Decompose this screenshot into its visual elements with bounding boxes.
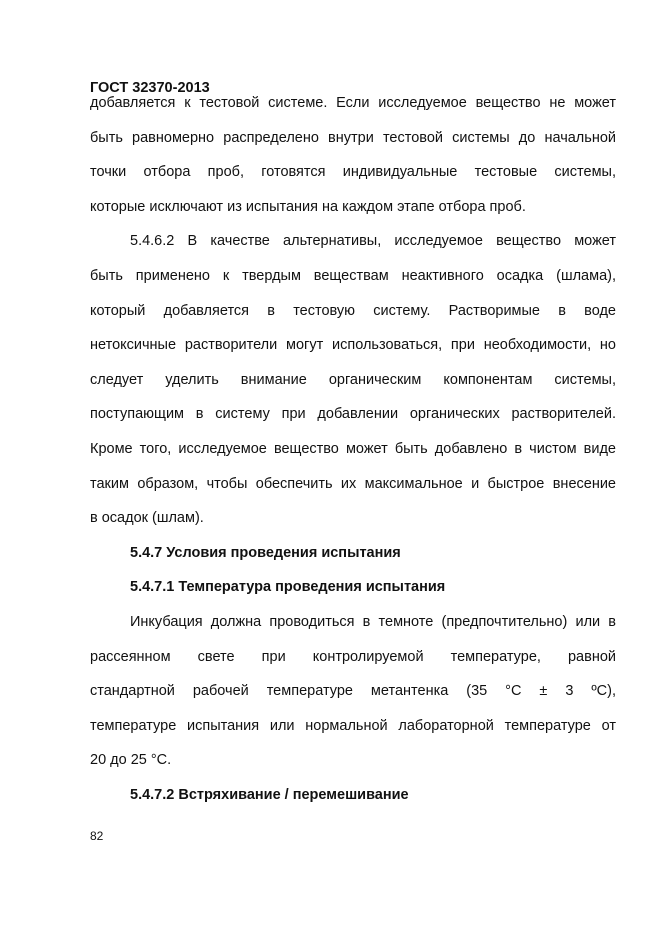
text-line: Кроме того, исследуемое вещество может быть добавлено в чистом виде — [90, 440, 616, 457]
text-line: быть применено к твердым веществам неактивного осадка (шлама), — [90, 267, 616, 284]
section-heading-5-4-7: 5.4.7 Условия проведения испытания — [130, 544, 401, 561]
text-line: быть равномерно распределено внутри тестовой системы до начальной — [90, 129, 616, 146]
section-5-4-6-2-line: 5.4.6.2 В качестве альтернативы, исследуемое вещество может — [130, 233, 616, 250]
text-line: нетоксичные растворители могут использоваться, при необходимости, но — [90, 337, 616, 354]
text-line: добавляется к тестовой системе. Если исследуемое вещество не может — [90, 95, 616, 111]
text-line: таким образом, чтобы обеспечить их максимальное и быстрое внесение — [90, 475, 616, 492]
text-line: рассеянном свете при контролируемой температуре, равной — [90, 648, 616, 665]
text-line: Инкубация должна проводиться в темноте (предпочтительно) или в — [130, 613, 616, 630]
text-line: который добавляется в тестовую систему. Растворимые в воде — [90, 302, 616, 319]
text-line: поступающим в систему при добавлении органических растворителей. — [90, 406, 616, 423]
body-text — [90, 86, 616, 812]
document-header: ГОСТ 32370-2013 — [90, 80, 210, 96]
page-number: 82 — [90, 829, 104, 843]
text-line: следует уделить внимание органическим компонентам системы, — [90, 371, 616, 388]
text-line: температуре испытания или нормальной лабораторной температуре от — [90, 717, 616, 734]
section-heading-5-4-7-1: 5.4.7.1 Температура проведения испытания — [130, 579, 446, 596]
text-line: точки отбора проб, готовятся индивидуальные тестовые системы, — [90, 164, 616, 181]
section-heading-5-4-7-2: 5.4.7.2 Встряхивание / перемешивание — [130, 786, 409, 803]
text-line: 20 до 25 °C. — [90, 752, 172, 769]
text-line: которые исключают из испытания на каждом этапе отбора проб. — [90, 198, 526, 215]
text-line: в осадок (шлам). — [90, 510, 204, 527]
text-line: стандартной рабочей температуре метантенка (35 °C ± 3 ºC), — [90, 683, 616, 700]
